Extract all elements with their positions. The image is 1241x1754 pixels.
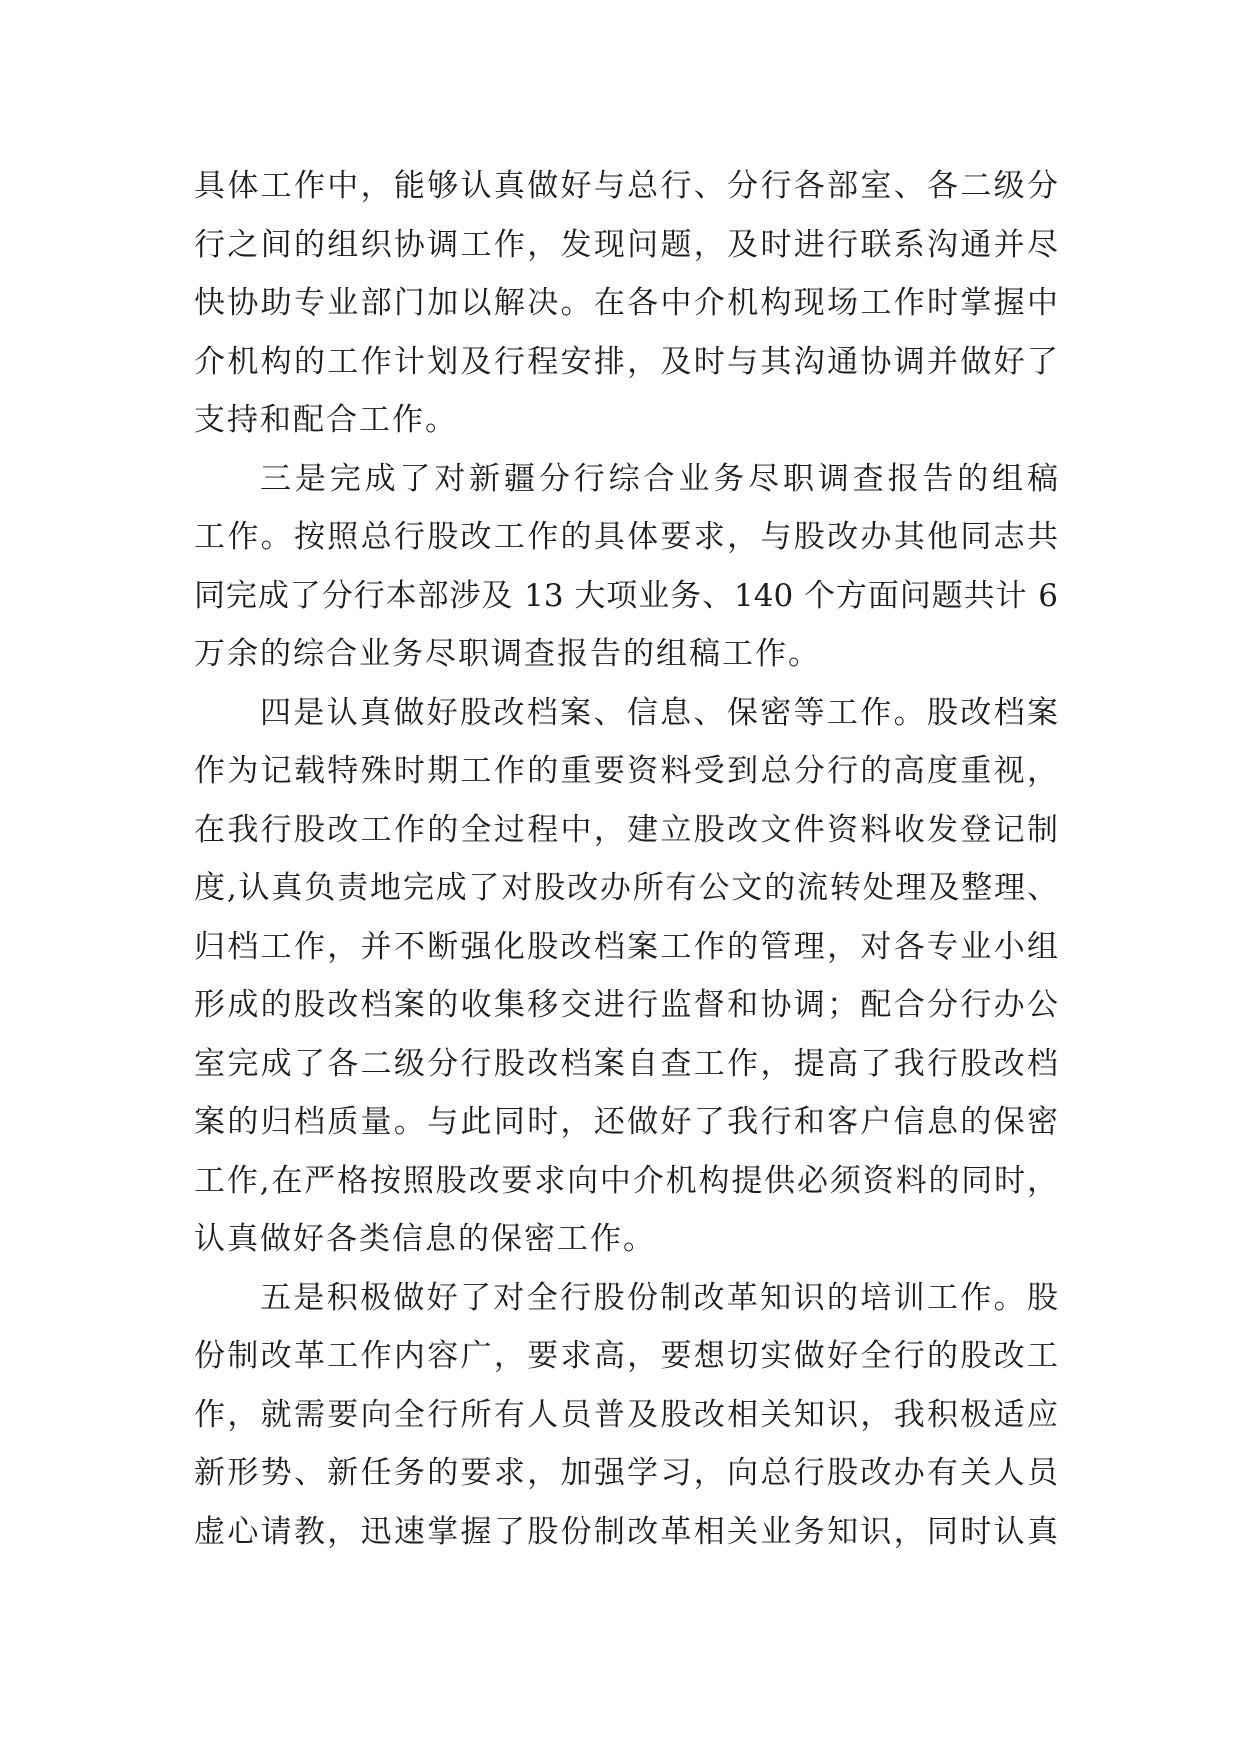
text-line: 形成的股改档案的收集移交进行监督和协调；配合分行办公 [194,987,1058,1023]
text-line: 支持和配合工作。 [194,402,458,438]
text-line: 新形势、新任务的要求，加强学习，向总行股改办有关人员 [194,1455,1058,1491]
text-line: 虚心请教，迅速掌握了股份制改革相关业务知识，同时认真 [194,1513,1058,1550]
text-line: 介机构的工作计划及行程安排，及时与其沟通协调并做好了 [194,343,1058,380]
text-line: 归档工作，并不断强化股改档案工作的管理，对各专业小组 [194,928,1058,965]
text-line: 工作。按照总行股改工作的具体要求，与股改办其他同志共 [194,519,1058,555]
text-line: 工作,在严格按照股改要求向中介机构提供必须资料的同时， [194,1162,1058,1199]
paragraph [194,450,1058,684]
paragraph [194,157,1058,450]
text-line: 作为记载特殊时期工作的重要资料受到总分行的高度重视， [194,753,1058,789]
text-line: 五是积极做好了对全行股份制改革知识的培训工作。股 [260,1279,1058,1316]
text-line: 同完成了分行本部涉及 13 大项业务、140 个方面问题共计 6 [194,577,1058,614]
text-line: 份制改革工作内容广，要求高，要想切实做好全行的股改工 [194,1338,1058,1374]
text-line: 万余的综合业务尽职调查报告的组稿工作。 [194,636,821,672]
text-line: 度,认真负责地完成了对股改办所有公文的流转处理及整理、 [194,870,1058,906]
text-line: 案的归档质量。与此同时，还做好了我行和客户信息的保密 [194,1104,1058,1140]
body-text [194,157,1058,1561]
text-line: 快协助专业部门加以解决。在各中介机构现场工作时掌握中 [194,285,1058,321]
text-line: 作，就需要向全行所有人员普及股改相关知识，我积极适应 [194,1396,1058,1433]
text-line: 行之间的组织协调工作，发现问题，及时进行联系沟通并尽 [194,226,1058,263]
text-line: 具体工作中，能够认真做好与总行、分行各部室、各二级分 [194,168,1058,204]
paragraph [194,684,1058,1269]
paragraph [194,1269,1058,1562]
text-line: 三是完成了对新疆分行综合业务尽职调查报告的组稿 [260,460,1058,497]
text-line: 四是认真做好股改档案、信息、保密等工作。股改档案 [260,694,1058,731]
text-line: 室完成了各二级分行股改档案自查工作，提高了我行股改档 [194,1045,1058,1082]
text-line: 在我行股改工作的全过程中，建立股改文件资料收发登记制 [194,811,1058,848]
text-line: 认真做好各类信息的保密工作。 [194,1221,656,1257]
